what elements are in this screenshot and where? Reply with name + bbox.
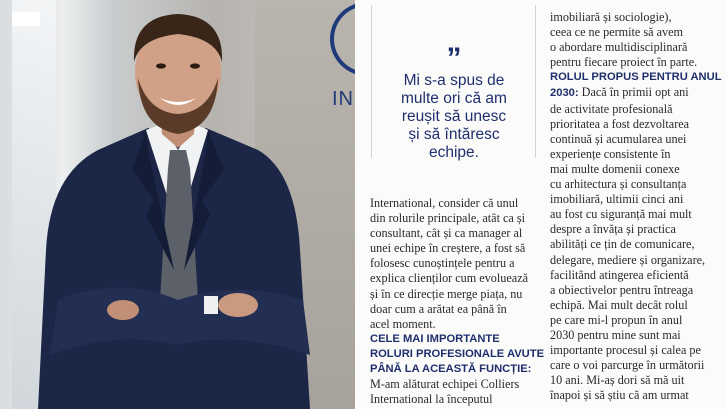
body-text-line: imobiliară și sociologie), (550, 10, 672, 24)
body-text-line: delegare, mediere și organizare, (550, 252, 706, 267)
body-text-line: International, consider că unul (370, 196, 519, 210)
body-text-line: consultant, cât și ca manager al (370, 226, 523, 241)
man-in-suit-illustration (28, 0, 328, 409)
body-text-line: 10 ani. Mi-aș dori să mă uit (550, 373, 685, 388)
colliers-logo-text: IN (332, 88, 354, 110)
body-text-line: importante procesul și calea pe (550, 343, 701, 358)
pull-quote-line: echipe. (429, 144, 479, 161)
body-text-line: experiențe consistente în (550, 146, 671, 161)
article-column-right (550, 10, 725, 403)
section-heading-line: CELE MAI IMPORTANTE (370, 332, 500, 345)
body-text-line: folosesc cunoștințele pentru a (370, 256, 515, 271)
body-text-line: a obiectivelor pentru întreaga (550, 282, 694, 297)
pull-quote-line: reușit să unesc (401, 108, 507, 125)
body-text-line: mai multe domenii conexe (550, 161, 680, 176)
body-text-line: cu arhitectura și consultanța (550, 177, 687, 192)
body-text-line: de activitate profesională (550, 101, 673, 116)
body-text-line: pentru fiecare proiect în parte. (550, 55, 698, 70)
body-text-line: ceea ce ne permite să avem (550, 25, 683, 40)
body-text-line: despre a învăța și practica (550, 222, 676, 237)
column-divider (371, 5, 372, 158)
body-text-line: pe care mi-l propun în anul (550, 312, 683, 327)
body-text-line: continuă și acumularea unei (550, 131, 687, 146)
quote-mark-icon: ” (446, 42, 462, 75)
pull-quote-line: și să întăresc (408, 126, 500, 143)
body-text-line (550, 85, 725, 101)
body-text-line: International la începutul (370, 392, 493, 407)
body-text-line: care o voi parcurge în următorii (550, 358, 705, 373)
body-text-line: au fost cu siguranță mai mult (550, 207, 692, 222)
body-text-line: echipă. Mai mult decât rolul (550, 297, 688, 312)
body-text-line: prioritatea a fost dezvoltarea (550, 116, 690, 131)
pull-quote-line: Mi s-a spus de (403, 72, 505, 89)
body-text-line: înapoi și să știu că am urmat (550, 388, 689, 403)
body-text-line: și în ce direcție merge piața, nu (370, 286, 523, 301)
body-text-line: imobiliară, ultimii cinci ani (550, 192, 684, 207)
body-text-line: doar cum a arătat ea până în (370, 301, 507, 316)
pull-quote (373, 72, 535, 162)
article-column-middle (370, 196, 545, 407)
section-heading-inline: 2030: (550, 87, 579, 100)
body-text-line: 2030 pentru mine sunt mai (550, 327, 681, 342)
pull-quote-line: multe ori că am (401, 90, 507, 107)
portrait-photo (0, 0, 355, 409)
body-text-line: o abordare multidisciplinară (550, 40, 688, 55)
section-heading-line: ROLURI PROFESIONALE AVUTE (370, 347, 545, 360)
body-text-line: din rolurile principale, atât ca și (370, 211, 525, 226)
body-text-line: facilitând atingerea eficientă (550, 267, 689, 282)
body-text-line: M-am alăturat echipei Colliers (370, 377, 520, 392)
body-text-line: unei echipe în creștere, a fost să (370, 241, 526, 256)
body-text-fragment: Dacă în primii opt ani (578, 85, 689, 100)
body-text-line: acel moment. (370, 316, 436, 331)
section-heading-line: ROLUL PROPUS PENTRU ANUL (550, 71, 722, 84)
column-divider (535, 5, 536, 158)
section-heading-line: PÂNĂ LA ACEASTĂ FUNCȚIE: (370, 363, 532, 376)
body-text-line: abilități ce țin de comunicare, (550, 237, 695, 252)
body-text-line: explica clienților cum evoluează (370, 271, 529, 286)
